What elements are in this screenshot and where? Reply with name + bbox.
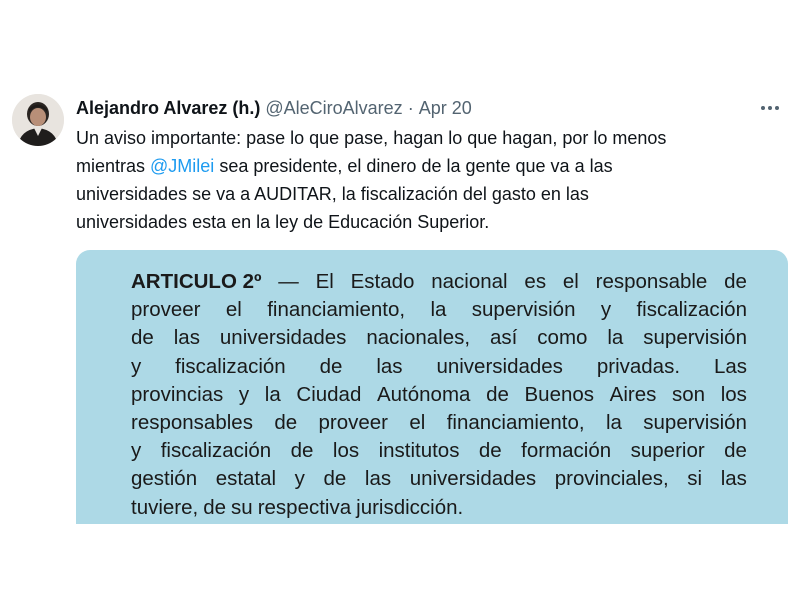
- more-options-button[interactable]: [756, 98, 784, 118]
- author-name[interactable]: Alejandro Alvarez (h.): [76, 97, 261, 118]
- article-title: ARTICULO 2º: [131, 270, 262, 293]
- article-line: y fiscalización de los institutos de formación superior de: [131, 439, 747, 463]
- tweet-text-segment: universidades esta en la ley de Educación Superior.: [76, 212, 490, 232]
- tweet-text-segment: sea presidente, el dinero de la gente que va a las: [214, 156, 613, 176]
- article-line: tuviere, de su respectiva jurisdicción.: [131, 495, 464, 519]
- separator-dot: ·: [407, 97, 414, 118]
- article-line: de las universidades nacionales, así como la supervisión: [131, 326, 747, 350]
- tweet-text-segment: mientras: [76, 156, 151, 176]
- law-article-text: [131, 268, 747, 522]
- article-line: responsables de proveer el financiamiento, la supervisión: [131, 410, 747, 434]
- profile-photo-icon: [12, 94, 64, 146]
- tweet-text-segment: Un aviso importante: pase lo que pase, hagan lo que hagan, por lo menos: [76, 128, 667, 148]
- attached-image[interactable]: [76, 250, 788, 524]
- tweet-header: [76, 96, 780, 120]
- author-handle[interactable]: @AleCiroAlvarez: [265, 97, 403, 118]
- article-line: y fiscalización de las universidades privadas. Las: [131, 354, 747, 378]
- tweet-text: [76, 124, 782, 236]
- tweet-text-segment: universidades se va a AUDITAR, la fiscalización del gasto en las: [76, 184, 589, 204]
- mention-link[interactable]: @JMilei: [150, 156, 215, 176]
- article-line: ARTICULO 2º — El Estado nacional es el responsable de: [131, 268, 747, 296]
- article-line: proveer el financiamiento, la supervisión y fiscalización: [131, 298, 747, 322]
- tweet-text-line: [76, 208, 782, 236]
- more-dots-icon: [760, 105, 780, 111]
- article-line: provincias y la Ciudad Autónoma de Buenos Aires son los: [131, 382, 747, 406]
- tweet-timestamp[interactable]: Apr 20: [418, 97, 472, 118]
- tweet-text-line: [76, 180, 782, 208]
- tweet-text-line: [76, 152, 782, 180]
- author-avatar[interactable]: [12, 94, 64, 146]
- article-line: gestión estatal y de las universidades provinciales, si las: [131, 467, 747, 491]
- tweet-text-line: [76, 124, 782, 152]
